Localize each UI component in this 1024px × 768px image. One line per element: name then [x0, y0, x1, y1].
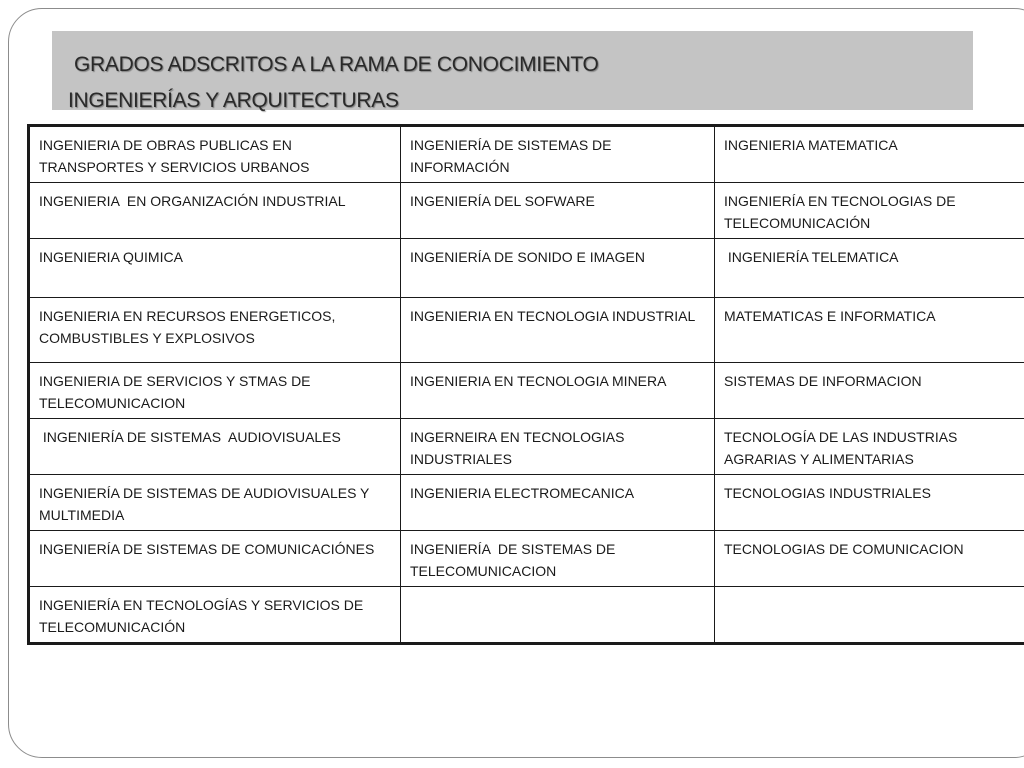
table-row	[29, 419, 1024, 475]
table-cell: INGENIERÍA DE SISTEMAS AUDIOVISUALES	[29, 419, 401, 475]
table-cell: INGENIERIA MATEMATICA	[715, 126, 1024, 183]
table-cell: INGENIERIA DE OBRAS PUBLICAS EN TRANSPORTES Y SERVICIOS URBANOS	[29, 126, 401, 183]
table-row	[29, 587, 1024, 644]
table-cell: TECNOLOGIAS INDUSTRIALES	[715, 475, 1024, 531]
table-cell	[715, 587, 1024, 644]
table-cell: INGENIERÍA DE SISTEMAS DE TELECOMUNICACION	[401, 531, 715, 587]
table-cell: INGENIERÍA TELEMATICA	[715, 239, 1024, 298]
table-row	[29, 475, 1024, 531]
table-row	[29, 363, 1024, 419]
table-cell	[401, 587, 715, 644]
table-cell: INGENIERÍA EN TECNOLOGÍAS Y SERVICIOS DE TELECOMUNICACIÓN	[29, 587, 401, 644]
table-cell: INGERNEIRA EN TECNOLOGIAS INDUSTRIALES	[401, 419, 715, 475]
slide-title: GRADOS ADSCRITOS A LA RAMA DE CONOCIMIENTO	[74, 53, 599, 76]
table-cell: INGENIERÍA EN TECNOLOGIAS DE TELECOMUNICACIÓN	[715, 183, 1024, 239]
slide-subtitle: INGENIERÍAS Y ARQUITECTURAS	[68, 89, 399, 112]
table-row	[29, 531, 1024, 587]
table-cell: SISTEMAS DE INFORMACION	[715, 363, 1024, 419]
table-cell: INGENIERIA EN RECURSOS ENERGETICOS, COMBUSTIBLES Y EXPLOSIVOS	[29, 298, 401, 363]
table-cell: TECNOLOGÍA DE LAS INDUSTRIAS AGRARIAS Y ALIMENTARIAS	[715, 419, 1024, 475]
table-cell: INGENIERÍA DE SONIDO E IMAGEN	[401, 239, 715, 298]
table-cell: INGENIERÍA DE SISTEMAS DE INFORMACIÓN	[401, 126, 715, 183]
table-cell: INGENIERÍA DE SISTEMAS DE COMUNICACIÓNES	[29, 531, 401, 587]
table-cell: MATEMATICAS E INFORMATICA	[715, 298, 1024, 363]
table-cell: INGENIERIA EN ORGANIZACIÓN INDUSTRIAL	[29, 183, 401, 239]
table-cell: INGENIERIA DE SERVICIOS Y STMAS DE TELECOMUNICACION	[29, 363, 401, 419]
table-cell: INGENIERÍA DEL SOFWARE	[401, 183, 715, 239]
table-row	[29, 298, 1024, 363]
table-row	[29, 239, 1024, 298]
table-row	[29, 126, 1024, 183]
table-cell: INGENIERIA ELECTROMECANICA	[401, 475, 715, 531]
table-cell: INGENIERIA QUIMICA	[29, 239, 401, 298]
degrees-table	[27, 124, 1024, 645]
table-cell: INGENIERÍA DE SISTEMAS DE AUDIOVISUALES Y MULTIMEDIA	[29, 475, 401, 531]
table-cell: INGENIERIA EN TECNOLOGIA MINERA	[401, 363, 715, 419]
table-cell: TECNOLOGIAS DE COMUNICACION	[715, 531, 1024, 587]
table-row	[29, 183, 1024, 239]
table-cell: INGENIERIA EN TECNOLOGIA INDUSTRIAL	[401, 298, 715, 363]
